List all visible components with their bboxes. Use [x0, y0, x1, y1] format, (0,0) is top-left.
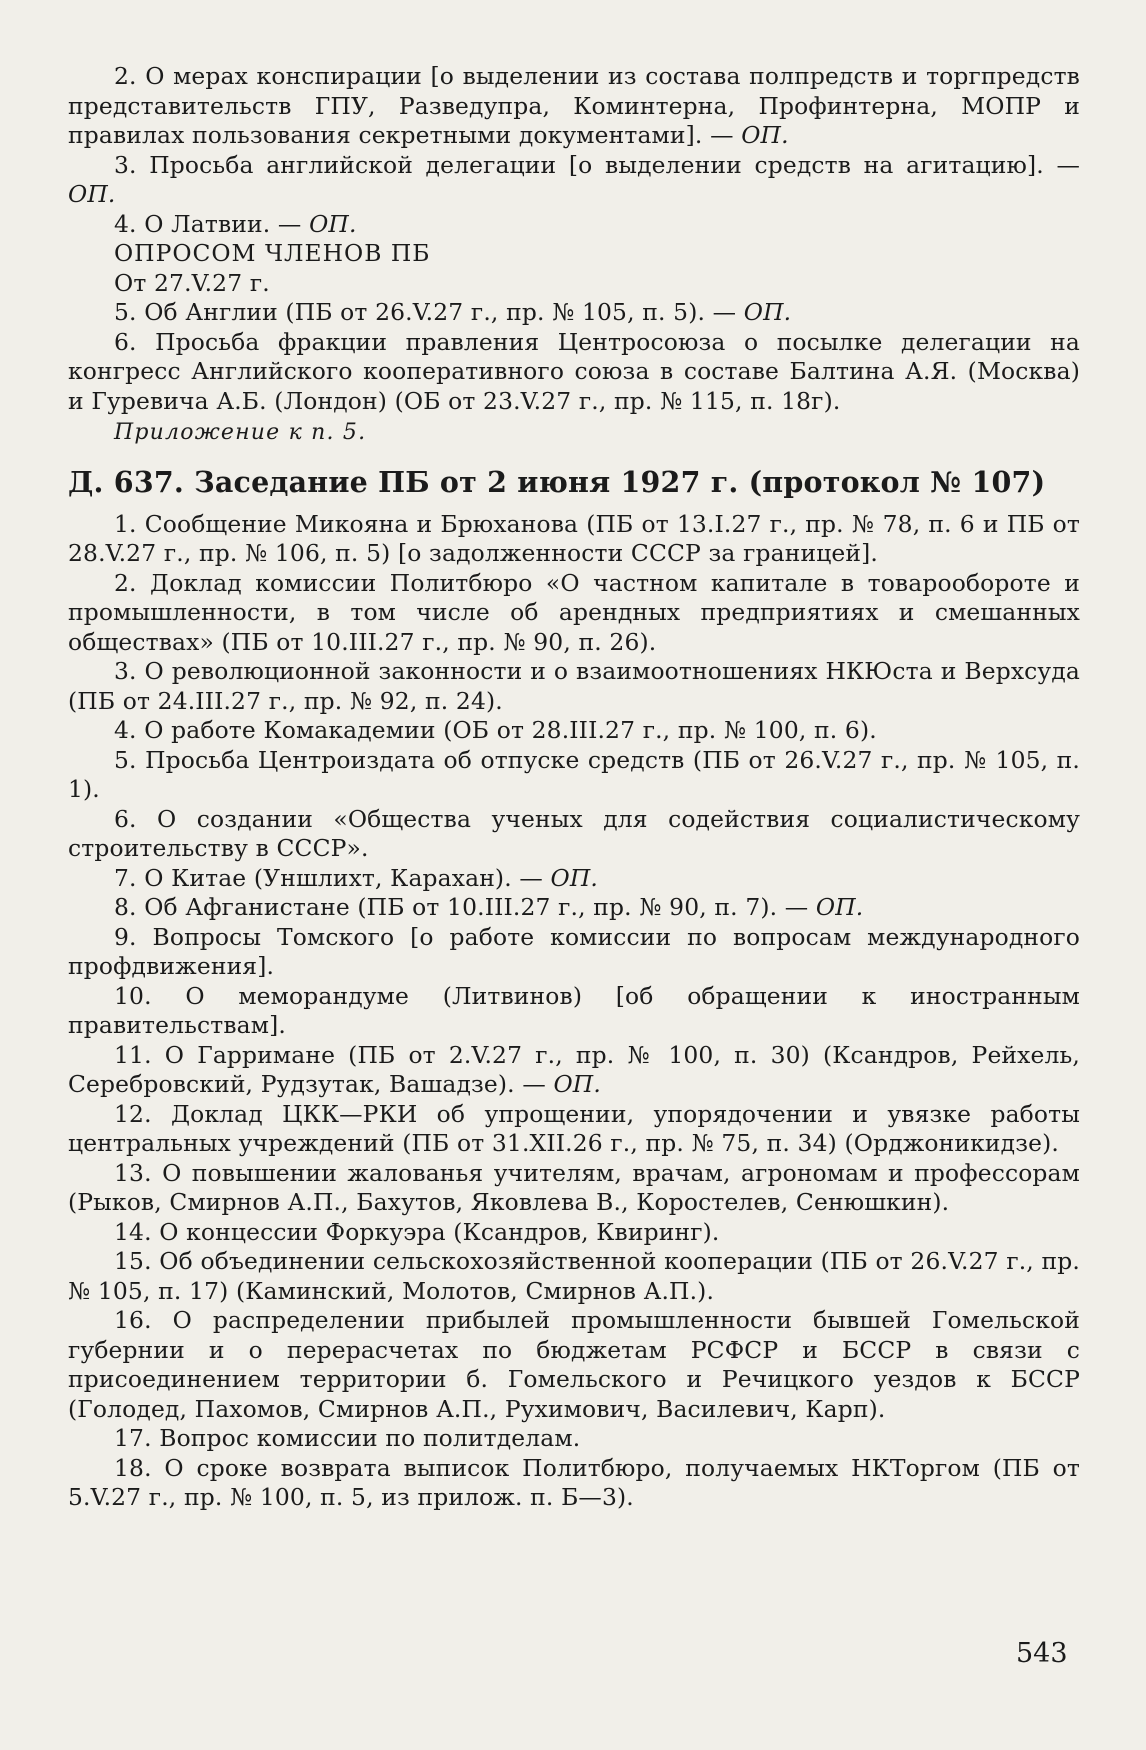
list-item: 4. О Латвии. — ОП. [114, 209, 357, 238]
survey-date: От 27.V.27 г. [114, 268, 270, 297]
list-item: 15. Об объединении сельскохозяйственной кооперации (ПБ от 26.V.27 г., пр. № 105, п. 17) (Каминский, Молотов, Смирнов А.П.). [68, 1247, 1080, 1305]
page-number: 543 [1016, 1638, 1068, 1669]
list-item: 10. О меморандуме (Литвинов) [об обращении к иностранным правительствам]. [68, 981, 1080, 1039]
list-item: 8. Об Афганистане (ПБ от 10.III.27 г., пр. № 90, п. 7). — ОП. [114, 893, 864, 921]
list-item: 7. О Китае (Уншлихт, Карахан). — ОП. [114, 863, 598, 892]
survey-label: ОПРОСОМ ЧЛЕНОВ ПБ [114, 239, 431, 267]
list-item: 3. О революционной законности и о взаимоотношениях НКЮста и Верхсуда (ПБ от 24.III.27 г., пр. № 92, п. 24). [68, 657, 1080, 715]
list-item: 18. О сроке возврата выписок Политбюро, получаемых НКТоргом (ПБ от 5.V.27 г., пр. № 100, п. 5, из прилож. п. Б—3). [68, 1453, 1080, 1511]
list-item: 2. Доклад комиссии Политбюро «О частном капитале в товарообороте и промышленности, в том числе об арендных предприятиях и смешанных обществах» (ПБ от 10.III.27 г., пр. № 90, п. 26). [68, 568, 1080, 656]
list-item: 16. О распределении прибылей промышленности бывшей Гомельской губернии и о перерасчетах по бюджетам РСФСР и БССР в связи с присоединением территории б. Гомельского и Речицкого уездов к БССР (Голодед, Пахомов, Смирнов А.П., Рухимович, Василевич, Карп). [68, 1306, 1080, 1423]
list-item: 6. Просьба фракции правления Центросоюза о посылке делегации на конгресс Английского кооперативного союза в составе Балтина А.Я. (Москва) и Гуревича А.Б. (Лондон) (ОБ от 23.V.27 г., пр. № 115, п. 18г). [68, 327, 1080, 415]
appendix-note: Приложение к п. 5. [114, 420, 367, 445]
list-item: 14. О концессии Форкуэра (Ксандров, Квиринг). [114, 1217, 720, 1246]
document-page [68, 62, 1080, 1513]
list-item: 17. Вопрос комиссии по политделам. [114, 1424, 581, 1452]
list-item: 3. Просьба английской делегации [о выделении средств на агитацию]. — ОП. [68, 150, 1080, 208]
list-item: 1. Сообщение Микояна и Брюханова (ПБ от 13.I.27 г., пр. № 78, п. 6 и ПБ от 28.V.27 г., пр. № 106, п. 5) [о задолженности СССР за границей]. [68, 509, 1080, 567]
list-item: 2. О мерах конспирации [о выделении из состава полпредств и торгпредств представительств ГПУ, Разведупра, Коминтерна, Профинтерна, МОПР и правилах пользования секретными документами]. — ОП. [68, 62, 1080, 149]
list-item: 5. Об Англии (ПБ от 26.V.27 г., пр. № 105, п. 5). — ОП. [114, 298, 792, 326]
list-item: 6. О создании «Общества ученых для содействия социалистическому строительству в СССР». [68, 804, 1080, 862]
list-item: 5. Просьба Центроиздата об отпуске средств (ПБ от 26.V.27 г., пр. № 105, п. 1). [68, 745, 1080, 803]
list-item: 11. О Гарримане (ПБ от 2.V.27 г., пр. № 100, п. 30) (Ксандров, Рейхель, Серебровский, Рудзутак, Вашадзе). — ОП. [68, 1040, 1080, 1098]
section-heading: Д. 637. Заседание ПБ от 2 июня 1927 г. (протокол № 107) [68, 464, 1046, 499]
list-item: 12. Доклад ЦКК—РКИ об упрощении, упорядочении и увязке работы центральных учреждений (ПБ от 31.XII.26 г., пр. № 75, п. 34) (Орджоникидзе). [68, 1099, 1080, 1157]
list-item: 9. Вопросы Томского [о работе комиссии по вопросам международного профдвижения]. [68, 922, 1080, 980]
list-item: 4. О работе Комакадемии (ОБ от 28.III.27 г., пр. № 100, п. 6). [114, 716, 877, 744]
list-item: 13. О повышении жалованья учителям, врачам, агрономам и профессорам (Рыков, Смирнов А.П., Бахутов, Яковлева В., Коростелев, Сенюшкин). [68, 1158, 1080, 1216]
